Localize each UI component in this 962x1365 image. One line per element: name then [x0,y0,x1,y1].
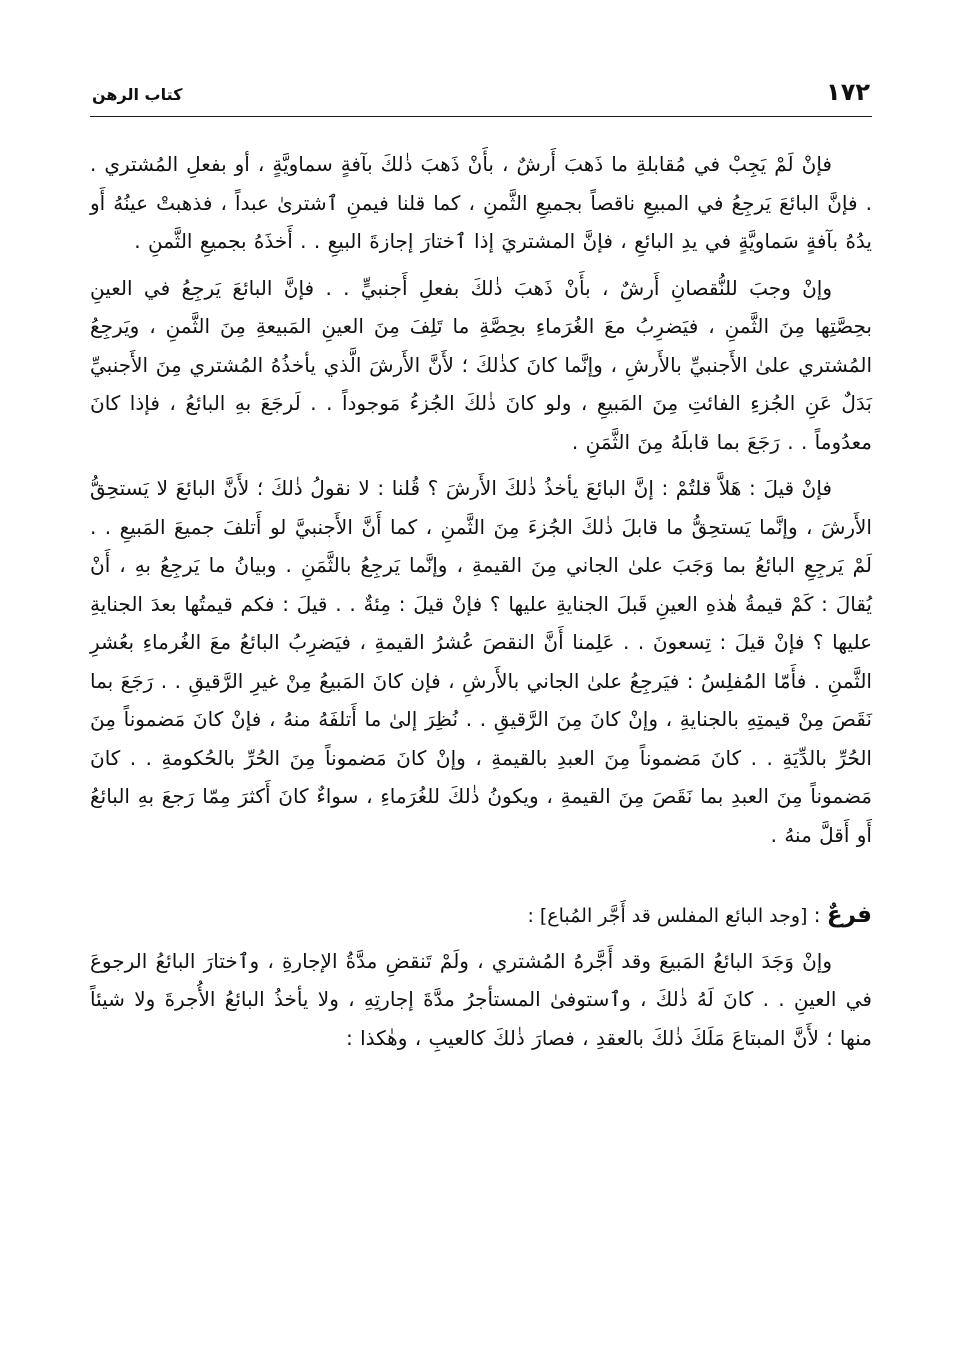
paragraph-3: فإنْ قيلَ : هَلاَّ قلتُمْ : إنَّ البائعَ يأخذُ ذٰلكَ الأَرشَ ؟ قُلنا : لا نقولُ ذٰلكَ ؛ لأَنَّ البائعَ لا يَستحِقُّ الأَرشَ ، وإنَّما يَستحِقُّ ما قابلَ ذٰلكَ الجُزءَ مِنَ الثَّمنِ ، كما أَنَّ الأَجنبيَّ لو أَتلفَ جميعَ المَبيعِ . . لَمْ يَرجِعِ البائعُ بما وَجَبَ علىٰ الجاني مِنَ القيمةِ ، وإنَّما يَرجِعُ بالثَّمَنِ . وبيانُ ما يَرجِعُ بهِ ، أَنْ يُقالَ : كَمْ قيمةُ هٰذهِ العينِ قَبلَ الجنايةِ عليها ؟ فإنْ قيلَ : مِئةٌ . . قيلَ : فكم قيمتُها بعدَ الجنايةِ عليها ؟ فإنْ قيلَ : تِسعونَ . . عَلِمنا أَنَّ النقصَ عُشرُ القيمةِ ، فيَضرِبُ البائعُ معَ الغُرماءِ بعُشرِ الثَّمنِ . فأَمّا المُفلِسُ : فيَرجِعُ علىٰ الجاني بالأَرشِ ، فإن كانَ المَبيعُ مِنْ غيرِ الرَّقيقِ . . رَجَعَ بما نَقَصَ مِنْ قيمتِهِ بالجنايةِ ، وإنْ كانَ مِنَ الرَّقيقِ . . نُظِرَ إلىٰ ما أَتلفَهُ منهُ ، فإنْ كانَ مَضموناً مِنَ الحُرِّ بالدِّيَةِ . . كانَ مَضموناً مِنَ العبدِ بالقيمةِ ، وإنْ كانَ مَضموناً مِنَ الحُرِّ بالحُكومةِ . . كانَ مَضموناً مِنَ العبدِ بما نَقَصَ مِنَ القيمةِ ، ويكونُ ذٰلكَ للغُرَماءِ ، سواءٌ كانَ أَكثرَ مِمّا رَجعَ بهِ البائعُ أَو أَقلَّ منهُ . [90,476,872,847]
section-separator: : [807,903,827,927]
main-text [90,145,872,1057]
section-spacer [90,854,872,896]
section-label: فرعٌ [826,902,872,928]
running-header [90,78,872,117]
chapter-title: كتاب الرهن [92,85,183,104]
paragraph-2: وإنْ وجبَ للنُّقصانِ أَرشٌ ، بأَنْ ذَهبَ ذٰلكَ بفعلِ أَجنبيٍّ . . فإنَّ البائعَ يَرجِعُ في العينِ بحِصَّتِها مِنَ الثَّمنِ ، فيَضرِبُ معَ الغُرَماءِ بحِصَّةِ ما تَلِفَ مِنَ العينِ المَبيعةِ مِنَ الثَّمنِ ، ويَرجِعُ المُشتري علىٰ الأَجنبيِّ بالأَرشِ ، وإنَّما كانَ كذٰلكَ ؛ لأَنَّ الأَرشَ الَّذي يأخذُهُ المُشتري مِنَ الأَجنبيِّ بَدَلٌ عَنِ الجُزءِ الفائتِ مِنَ المَبيعِ ، ولو كانَ ذٰلكَ الجُزءُ مَوجوداً . . لَرجَعَ بهِ البائعُ ، فإذا كانَ معدُوماً . . رَجَعَ بما قابلَهُ مِنَ الثَّمَنِ . [90,275,872,454]
book-page [90,78,872,1308]
section-paragraph-1: وإنْ وَجَدَ البائعُ المَبيعَ وقد أَجَّرهُ المُشتري ، ولَمْ تَنقضِ مدَّةُ الإجارةِ ، وٱختارَ البائعُ الرجوعَ في العينِ . . كانَ لَهُ ذٰلكَ ، وٱستوفىٰ المستأجرُ مدَّةَ إجارتِهِ ، ولا يأخذُ البائعُ الأُجرةَ ولا شيئاً منها ؛ لأَنَّ المبتاعَ مَلَكَ ذٰلكَ بالعقدِ ، فصارَ ذٰلكَ كالعيبِ ، وهٰكذا : [90,948,872,1050]
page-number: ١٧٢ [826,78,870,106]
section-heading [90,896,872,936]
section-title: [وجد البائع المفلس قد أَجَّر المُباع] : [527,905,808,927]
paragraph-1: فإنْ لَمْ يَجِبْ في مُقابلةِ ما ذَهبَ أَرشٌ ، بأَنْ ذَهبَ ذٰلكَ بآفةٍ سماويَّةٍ ، أو بفعلِ المُشتري . . فإنَّ البائعَ يَرجِعُ في المبيعِ ناقصاً بجميعِ الثَّمنِ ، كما قلنا فيمنِ ٱشترىٰ عبداً ، فذهبتْ عينُهُ أَو يدُهُ بآفةٍ سَماويَّةٍ في يدِ البائعِ ، فإنَّ المشتريَ إذا ٱختارَ إجازةَ البيعِ . . أَخذَهُ بجميعِ الثَّمنِ . [90,152,872,253]
